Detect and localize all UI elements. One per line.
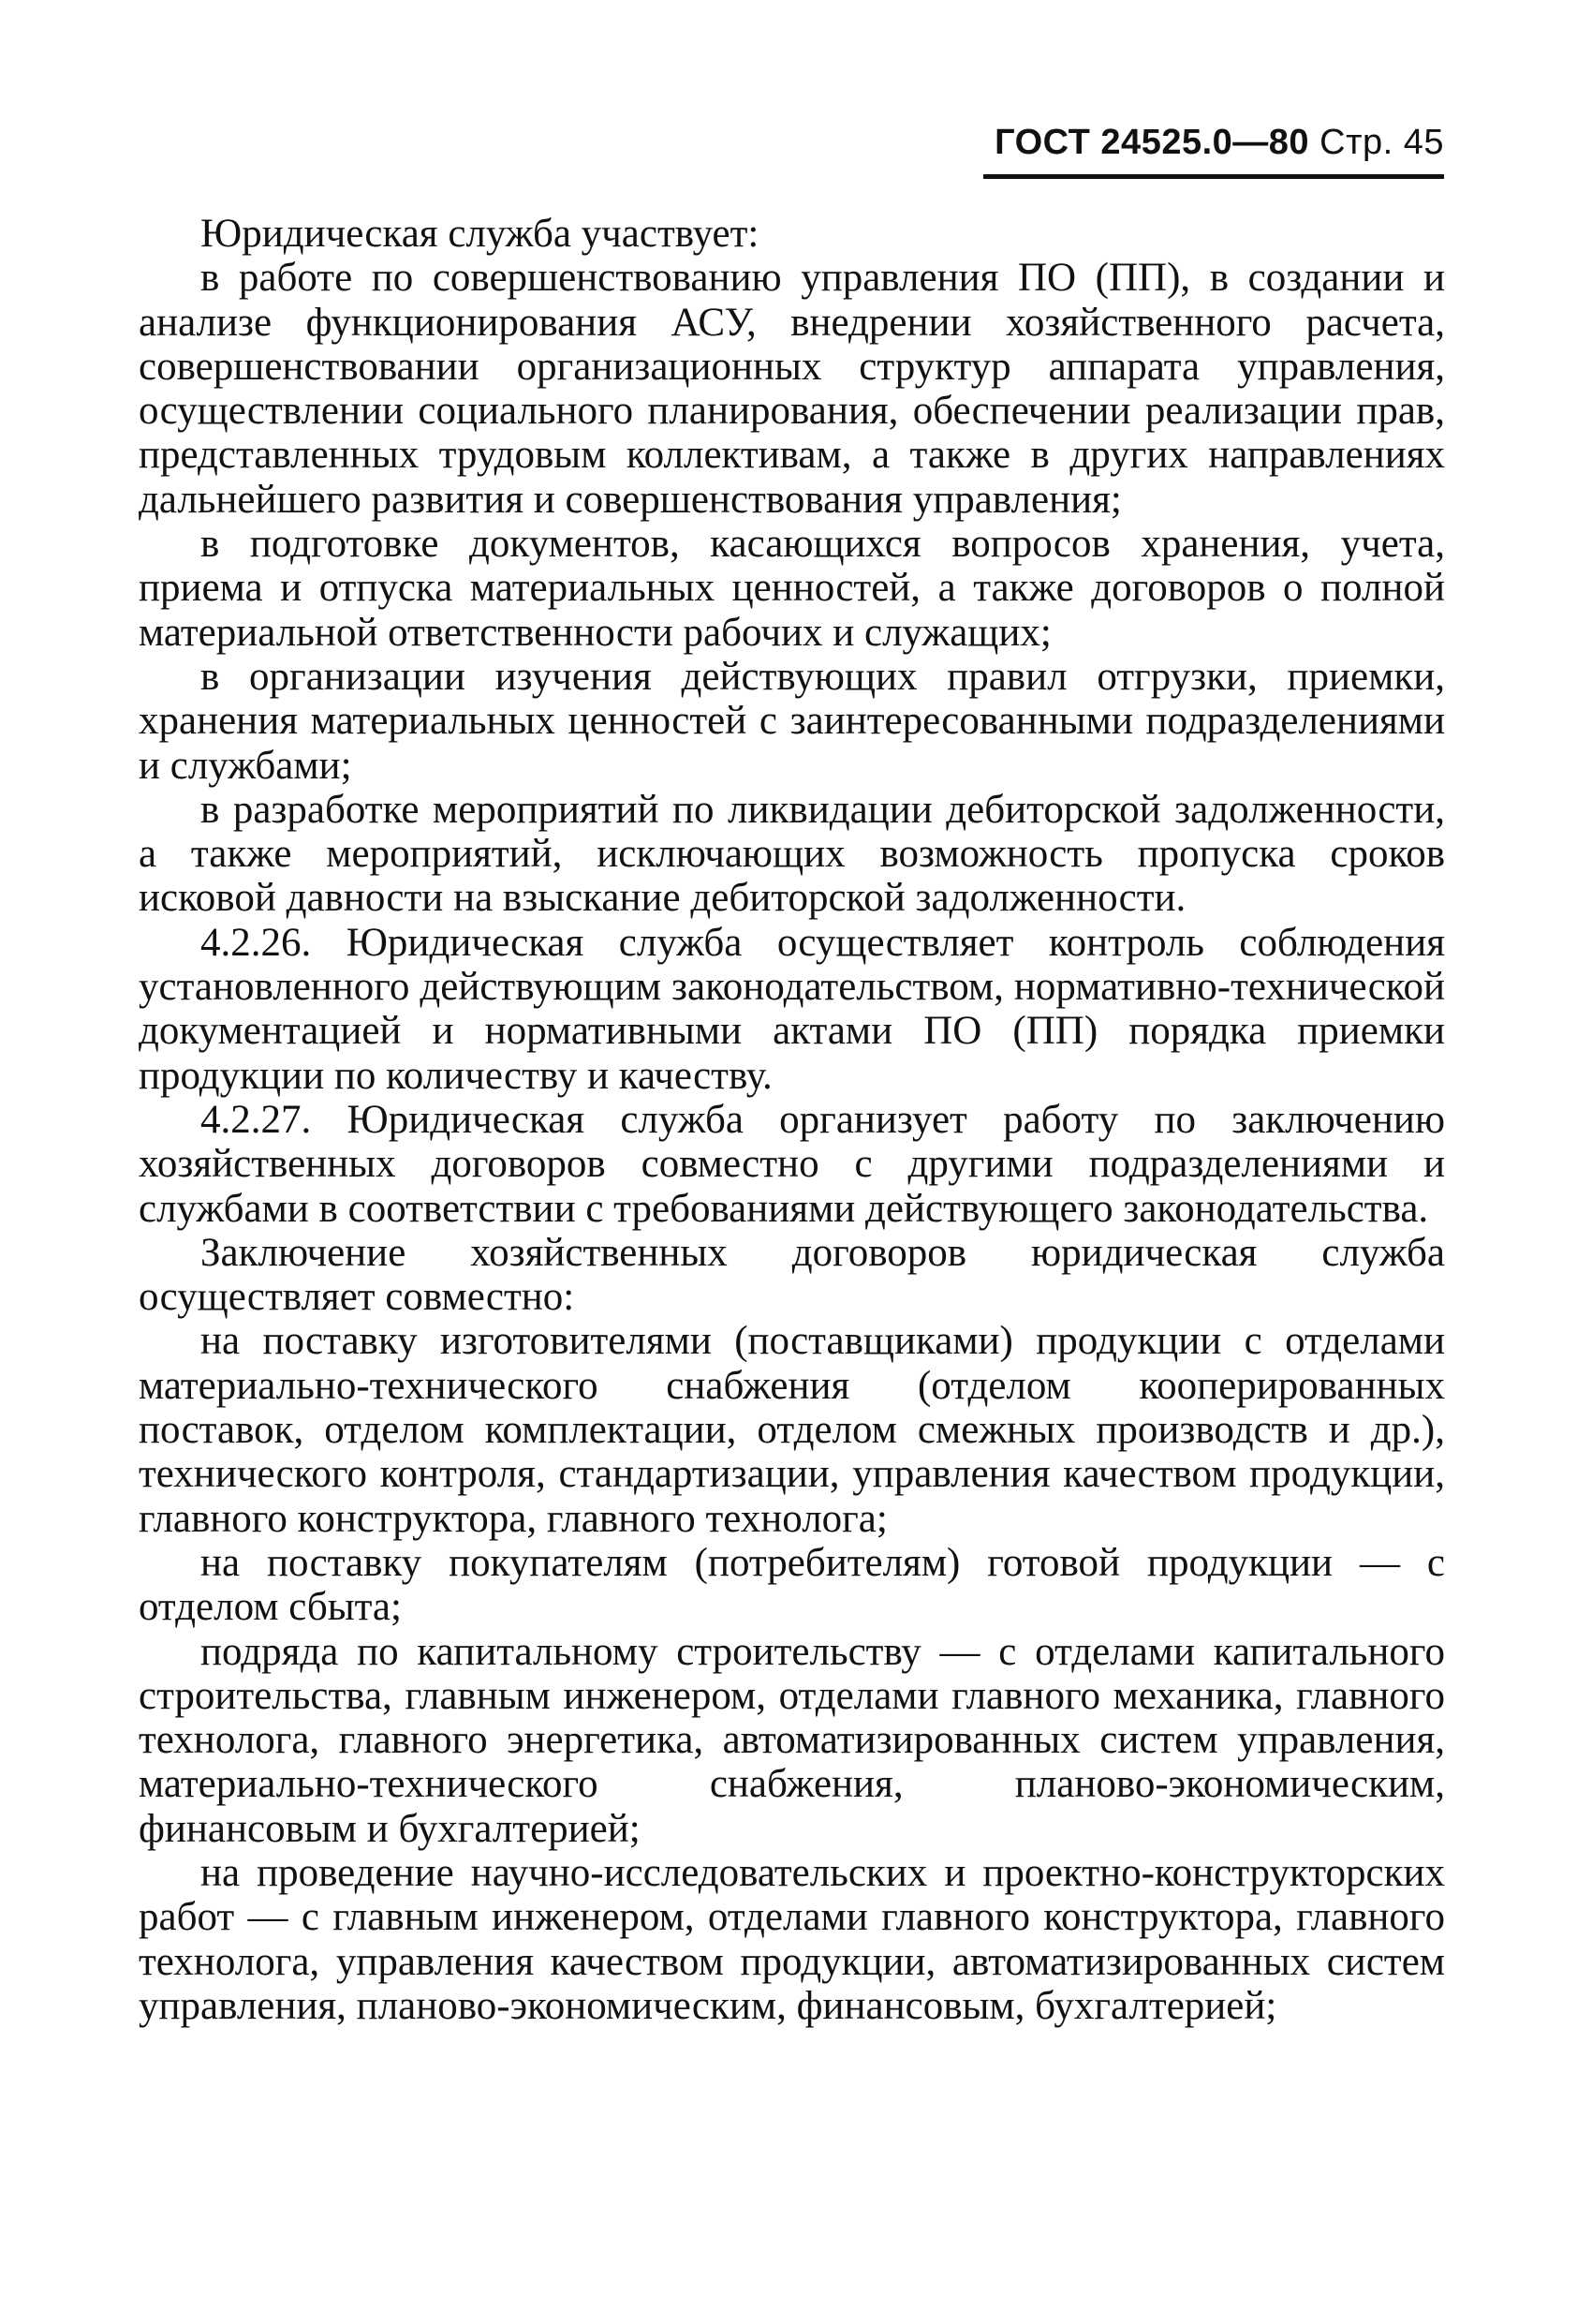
- paragraph: подряда по капитальному строительству — с отделами капитального строительства, главным инженером, отделами главного механика, главного технолога, главного энергетика, автоматизированных систем управления, материально-технического снабжения, планово-экономическим, финансовым и бухгалтерией;: [139, 1629, 1445, 1851]
- clause-4-2-26: 4.2.26. Юридическая служба осуществляет контроль соблюдения установленного действующим законодательством, нормативно-технической документацией и нормативными актами ПО (ПП) порядка приемки продукции по количеству и качеству.: [139, 920, 1445, 1098]
- standard-number: ГОСТ 24525.0—80: [995, 123, 1310, 162]
- body-text: [139, 212, 1445, 2028]
- paragraph: в разработке мероприятий по ликвидации дебиторской задолженности, а также мероприятий, исключающих возможность пропуска сроков исковой давности на взыскание дебиторской задолженности.: [139, 787, 1445, 921]
- page-header: [983, 118, 1444, 179]
- paragraph: в подготовке документов, касающихся вопросов хранения, учета, приема и отпуска материальных ценностей, а также договоров о полной материальной ответственности рабочих и служащих;: [139, 522, 1445, 655]
- paragraph-intro: Юридическая служба участвует:: [200, 212, 759, 256]
- page-number: Стр. 45: [1319, 123, 1444, 162]
- clause-4-2-27: 4.2.27. Юридическая служба организует работу по заключению хозяйственных договоров совместно с другими подразделениями и службами в соответствии с требованиями действующего законодательства.: [139, 1097, 1445, 1231]
- paragraph: на поставку изготовителями (поставщиками) продукции с отделами материально-технического снабжения (отделом кооперированных поставок, отделом комплектации, отделом смежных производств и др.), технического контроля, стандартизации, управления качеством продукции, главного конструктора, главного технолога;: [139, 1319, 1445, 1541]
- paragraph: Заключение хозяйственных договоров юридическая служба осуществляет совместно:: [139, 1230, 1445, 1320]
- paragraph: в организации изучения действующих правил отгрузки, приемки, хранения материальных ценностей с заинтересованными подразделениями и службами;: [139, 654, 1445, 788]
- paragraph: на поставку покупателям (потребителям) готовой продукции — с отделом сбыта;: [139, 1540, 1445, 1630]
- paragraph: в работе по совершенствованию управления ПО (ПП), в создании и анализе функционирования АСУ, внедрении хозяйственного расчета, совершенствовании организационных структур аппарата управления, осуществлении социального планирования, обеспечении реализации прав, представленных трудовым коллективам, а также в других направлениях дальнейшего развития и совершенствования управления;: [139, 256, 1445, 522]
- paragraph: на проведение научно-исследовательских и проектно-конструкторских работ — с главным инженером, отделами главного конструктора, главного технолога, управления качеством продукции, автоматизированных систем управления, планово-экономическим, финансовым, бухгалтерией;: [139, 1850, 1445, 2028]
